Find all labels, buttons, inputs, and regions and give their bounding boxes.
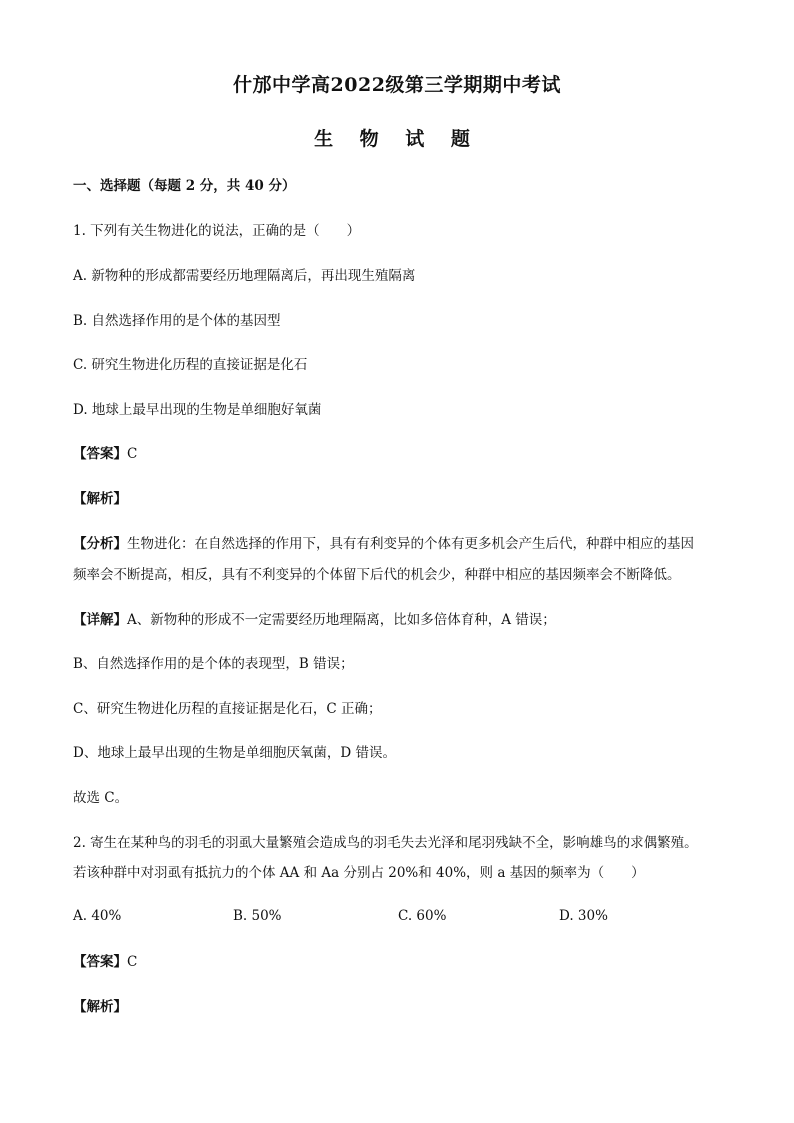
answer-value: C xyxy=(127,954,138,970)
q1-xiangjie-d: D、地球上最早出现的生物是单细胞厌氧菌，D 错误。 xyxy=(73,745,396,761)
q2-options xyxy=(73,908,733,926)
fenxi-text-1: 生物进化：在自然选择的作用下，具有有利变异的个体有更多机会产生后代，种群中相应的基因 xyxy=(127,536,694,552)
q1-option-a: A. 新物种的形成都需要经历地理隔离后，再出现生殖隔离 xyxy=(73,268,416,284)
q2-option-a: A. 40% xyxy=(73,908,122,924)
q2-stem-line2: 若该种群中对羽虱有抵抗力的个体 AA 和 Aa 分别占 20%和 40%，则 a 基因的频率为（ ） xyxy=(73,865,645,881)
q2-answer xyxy=(73,953,733,971)
q1-analysis-label: 【解析】 xyxy=(73,491,127,507)
q2-option-b: B. 50% xyxy=(233,908,282,924)
q1-conclusion: 故选 C。 xyxy=(73,790,129,806)
q1-fenxi-line2: 频率会不断提高，相反，具有不利变异的个体留下后代的机会少，种群中相应的基因频率会不断降低。 xyxy=(73,567,681,583)
q1-option-b: B. 自然选择作用的是个体的基因型 xyxy=(73,313,281,329)
answer-label: 【答案】 xyxy=(73,446,127,462)
xiangjie-text-a: A、新物种的形成不一定需要经历地理隔离，比如多倍体育种，A 错误； xyxy=(127,612,556,628)
q1-option-d: D. 地球上最早出现的生物是单细胞好氧菌 xyxy=(73,402,322,418)
xiangjie-label: 【详解】 xyxy=(73,612,127,628)
q1-xiangjie-a xyxy=(73,611,733,629)
subject-title: 生 物 试 题 xyxy=(314,128,480,150)
q2-option-c: C. 60% xyxy=(398,908,447,924)
q2-option-d: D. 30% xyxy=(559,908,608,924)
answer-value: C xyxy=(127,446,138,462)
q1-xiangjie-b: B、自然选择作用的是个体的表现型，B 错误； xyxy=(73,656,354,672)
q2-stem-line1: 2. 寄生在某种鸟的羽毛的羽虱大量繁殖会造成鸟的羽毛失去光泽和尾羽残缺不全，影响雄鸟的求偶繁殖。 xyxy=(73,835,698,851)
section-heading: 一、选择题（每题 2 分，共 40 分） xyxy=(73,178,296,194)
q1-option-c: C. 研究生物进化历程的直接证据是化石 xyxy=(73,357,308,373)
exam-title: 什邡中学高2022级第三学期期中考试 xyxy=(233,74,561,96)
q1-answer xyxy=(73,445,733,463)
q1-xiangjie-c: C、研究生物进化历程的直接证据是化石，C 正确； xyxy=(73,701,382,717)
answer-label: 【答案】 xyxy=(73,954,127,970)
q1-fenxi-line1 xyxy=(73,535,733,553)
q1-stem: 1. 下列有关生物进化的说法，正确的是（ ） xyxy=(73,223,361,239)
fenxi-label: 【分析】 xyxy=(73,536,127,552)
q2-analysis-label: 【解析】 xyxy=(73,999,127,1015)
